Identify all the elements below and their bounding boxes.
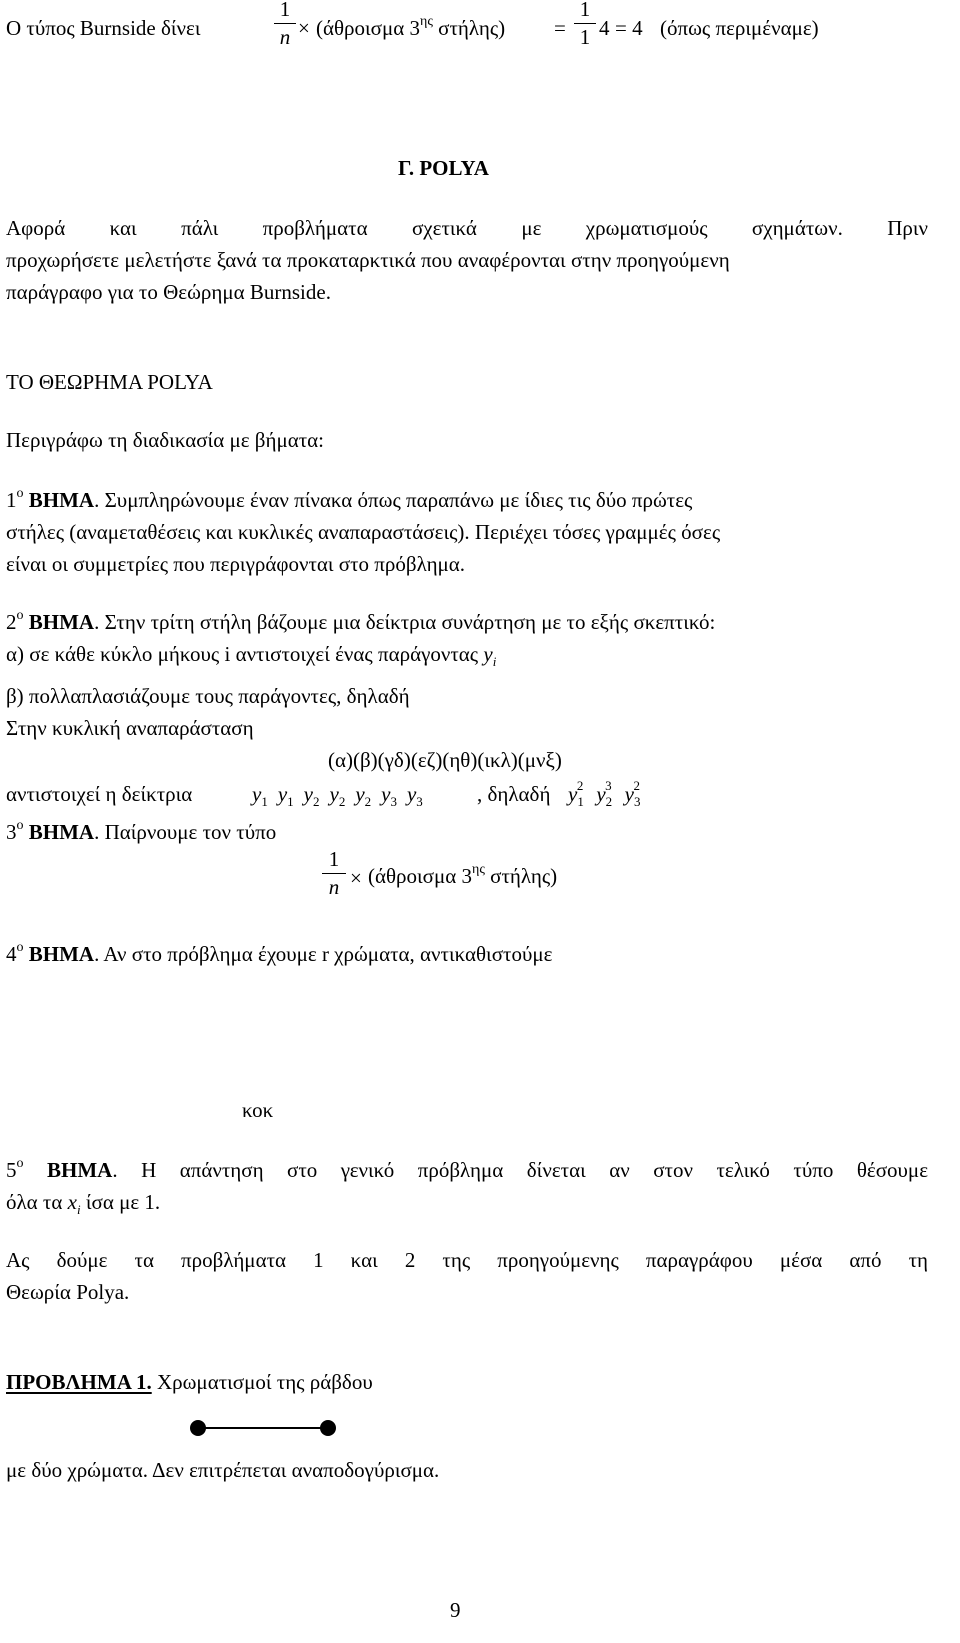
fraction-denominator: 1 (579, 25, 591, 49)
burnside-fraction (274, 0, 296, 48)
burnside-sum-text: (άθροισμα $3^{\eta\varsigma}$ στήλης) (316, 14, 506, 40)
step-2-line-5: αντιστοιχεί η δείκτρια (6, 782, 193, 806)
step-1-line-1: $1^o$ ΒΗΜΑ. Συμπληρώνουμε έναν πίνακα όπως παραπάνω με ίδιες τις δύο πρώτες (6, 486, 693, 512)
index-var: y (329, 782, 339, 806)
result-sub: 3 (633, 794, 641, 809)
rod-left-node (190, 1420, 206, 1436)
equals-result: = 4 (615, 16, 643, 40)
index-connector: , δηλαδή (477, 782, 551, 806)
index-var: y (303, 782, 313, 806)
index-result (568, 778, 653, 809)
burnside-prefix: Ο τύπος Burnside δίνει (6, 16, 201, 40)
times-sign: × (298, 16, 310, 40)
result-term (596, 778, 618, 809)
step-3-line: $3^o$ ΒΗΜΑ. Παίρνουμε τον τύπο (6, 818, 277, 844)
index-var: y (381, 782, 391, 806)
index-sub: 3 (390, 794, 397, 809)
step-2-line-1: $2^o$ ΒΗΜΑ. Στην τρίτη στήλη βάζουμε μια δείκτρια συνάρτηση με το εξής σκεπτικό: (6, 608, 716, 634)
step-3-sum: (άθροισμα $3^{\eta\varsigma}$ στήλης) (368, 862, 558, 888)
intro-line-1: Αφορά και πάλι προβλήματα σχετικά με χρωματισμούς σχημάτων. Πριν (6, 216, 928, 240)
fraction-numerator: 1 (579, 0, 591, 21)
index-term (355, 782, 372, 809)
rod-right-node (320, 1420, 336, 1436)
step-5-line-1: $5^o$ ΒΗΜΑ. Η απάντηση στο γενικό πρόβλημα δίνεται αν στον τελικό τύπο θέσουμε (6, 1156, 929, 1182)
examples-line-1: Ας δούμε τα προβλήματα 1 και 2 της προηγούμενης παραγράφου μέσα από τη (6, 1248, 928, 1272)
result-power: 2 (633, 778, 640, 793)
intro-line-3: παράγραφο για το Θεώρημα Burnside. (6, 280, 331, 304)
fraction-denominator: n (328, 875, 340, 899)
step-3-fraction (322, 849, 346, 898)
fraction-numerator: 1 (328, 847, 340, 871)
result-var: y (568, 782, 578, 806)
index-var: y (355, 782, 365, 806)
result-power: 3 (605, 778, 612, 793)
index-sub: 2 (338, 794, 346, 809)
rod-diagram (188, 1418, 338, 1438)
index-product (252, 782, 433, 809)
index-term (303, 782, 320, 809)
etc-text: κοκ (242, 1098, 274, 1122)
expected-note: (όπως περιμέναμε) (660, 16, 819, 40)
page-number: 9 (450, 1598, 461, 1622)
step-2-line-2: α) σε κάθε κύκλο μήκους i αντιστοιχεί ένας παράγοντας $y_i$ (6, 642, 497, 669)
result-var: y (624, 782, 634, 806)
cycle-notation: (α)(β)(γδ)(εζ)(ηθ)(ικλ)(μνξ) (328, 748, 562, 772)
burnside-fraction-2 (574, 0, 596, 48)
result-term (624, 778, 647, 809)
problem-label: ΠΡΟΒΛΗΜΑ 1. (6, 1370, 152, 1394)
result-power: 2 (576, 778, 584, 793)
step-1-line-3: είναι οι συμμετρίες που περιγράφονται στο πρόβλημα. (6, 552, 466, 576)
result-sub: 2 (605, 794, 613, 809)
intro-line-2: προχωρήσετε μελετήστε ξανά τα προκαταρκτικά που αναφέρονται στην προηγούμενη (6, 248, 730, 272)
step-4-line: $4^o$ ΒΗΜΑ. Αν στο πρόβλημα έχουμε r χρώματα, αντικαθιστούμε (6, 940, 553, 966)
index-term (381, 782, 397, 809)
step-2-line-4: Στην κυκλική αναπαράσταση (6, 716, 254, 740)
section-title: Γ. POLYA (398, 156, 489, 180)
times-value: 4 (599, 16, 610, 40)
index-sub: 3 (416, 794, 423, 809)
examples-line-2: Θεωρία Polya. (6, 1280, 130, 1304)
index-term (277, 782, 294, 809)
index-term (406, 782, 423, 809)
index-sub: 2 (312, 794, 320, 809)
fraction-bar (574, 23, 596, 24)
index-term (329, 782, 346, 809)
result-sub: 1 (577, 794, 584, 809)
equals-sign: = (554, 16, 566, 40)
problem-heading (6, 1372, 373, 1393)
step-1-line-2: στήλες (αναμεταθέσεις και κυκλικές αναπαραστάσεις). Περιέχει τόσες γραμμές όσες (6, 520, 721, 544)
result-term (568, 778, 590, 809)
theorem-title: ΤΟ ΘΕΩΡΗΜΑ POLYA (6, 370, 213, 394)
step-2-line-3: β) πολλαπλασιάζουμε τους παράγοντες, δηλαδή (6, 684, 410, 708)
index-term (252, 782, 268, 809)
times-sign: × (350, 866, 362, 890)
fraction-bar (274, 23, 296, 24)
index-var: y (277, 782, 288, 806)
index-sub: 2 (364, 794, 372, 809)
result-var: y (596, 782, 606, 806)
fraction-numerator: 1 (279, 0, 291, 21)
index-var: y (406, 782, 417, 806)
problem-title: Χρωματισμοί της ράβδου (156, 1370, 373, 1394)
fraction-bar (322, 873, 346, 874)
steps-intro: Περιγράφω τη διαδικασία με βήματα: (6, 428, 324, 452)
index-sub: 1 (261, 794, 268, 809)
index-sub: 1 (287, 794, 294, 809)
problem-caption: με δύο χρώματα. Δεν επιτρέπεται αναποδογύρισμα. (6, 1458, 440, 1482)
step-5-line-2: όλα τα $x_i$ ίσα με 1. (6, 1190, 161, 1217)
index-var: y (252, 782, 262, 806)
fraction-denominator: n (279, 25, 291, 49)
